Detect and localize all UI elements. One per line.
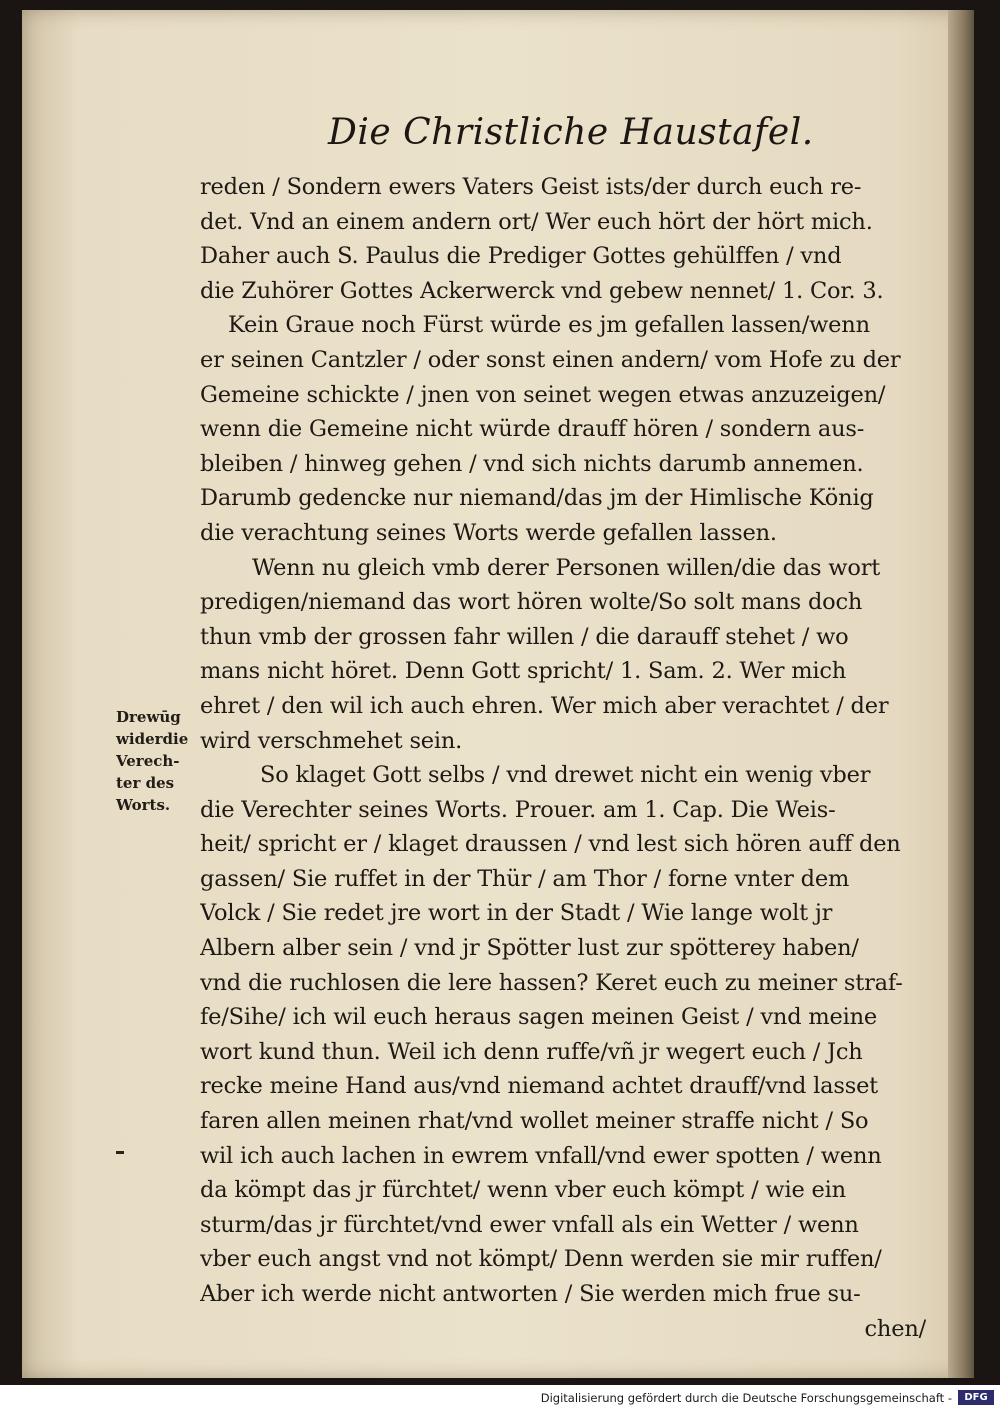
text-line: vber euch angst vnd not kömpt/ Denn werden sie mir ruffen/ [200,1246,882,1273]
text-line: faren allen meinen rhat/vnd wollet meiner straffe nicht / So [200,1108,869,1135]
text-line: wird verschmehet sein. [200,727,463,754]
text-line: wenn die Gemeine nicht würde drauff hören / sondern aus- [200,416,865,443]
text-line: Wenn nu gleich vmb derer Personen willen/die das wort [252,554,881,581]
margin-note-line: widerdie [116,730,189,748]
text-line: thun vmb der grossen fahr willen / die darauff stehet / wo [200,623,849,650]
margin-note-line: Worts. [116,796,171,814]
text-line: predigen/niemand das wort hören wolte/So solt mans doch [200,589,863,616]
body-text [200,170,926,1346]
margin-note-line: ter des [116,774,175,792]
margin-note-line: Drewūg [116,708,181,726]
text-line: Darumb gedencke nur niemand/das jm der Himlische König [200,485,874,512]
text-line: Aber ich werde nicht antworten / Sie werden mich frue su- [200,1281,861,1307]
text-line: wort kund thun. Weil ich denn ruffe/vñ jr wegert euch / Jch [200,1038,863,1065]
catchword: chen/ [864,1315,926,1342]
text-line: Gemeine schickte / jnen von seinet wegen etwas anzuzeigen/ [200,381,886,408]
text-line: er seinen Cantzler / oder sonst einen andern/ vom Hofe zu der [200,346,901,373]
text-line: det. Vnd an einem andern ort/ Wer euch hört der hört mich. [200,208,873,235]
text-line: fe/Sihe/ ich wil euch heraus sagen meinen Geist / vnd meine [200,1004,878,1031]
text-line: ehret / den wil ich auch ehren. Wer mich aber verachtet / der [200,692,889,719]
text-line: bleiben / hinweg gehen / vnd sich nichts darumb annemen. [200,450,864,477]
text-line: sturm/das jr fürchtet/vnd ewer vnfall als ein Wetter / wenn [200,1211,859,1238]
text-line: mans nicht höret. Denn Gott spricht/ 1. Sam. 2. Wer mich [200,658,847,685]
running-header: Die Christliche Haustafel. [328,112,814,153]
margin-dash-mark [116,1151,124,1154]
text-line: Volck / Sie redet jre wort in der Stadt / Wie lange wolt jr [200,900,833,927]
dfg-logo[interactable]: DFG [958,1390,994,1405]
text-line: die verachtung seines Worts werde gefallen lassen. [200,519,777,546]
text-line: So klaget Gott selbs / vnd drewet nicht ein wenig vber [260,762,871,789]
text-line: Albern alber sein / vnd jr Spötter lust zur spötterey haben/ [200,935,859,962]
text-line: vnd die ruchlosen die lere hassen? Keret euch zu meiner straf- [200,969,903,996]
text-line: wil ich auch lachen in ewrem vnfall/vnd ewer spotten / wenn [200,1142,882,1169]
footer-bar [0,1387,1000,1409]
text-line: reden / Sondern ewers Vaters Geist ists/der durch euch re- [200,174,862,200]
text-line: die Zuhörer Gottes Ackerwerck vnd gebew nennet/ 1. Cor. 3. [200,277,884,304]
margin-note-line: Verech- [116,752,180,770]
text-line: Daher auch S. Paulus die Prediger Gottes gehülffen / vnd [200,243,842,270]
text-line: gassen/ Sie ruffet in der Thür / am Thor / forne vnter dem [200,865,850,892]
text-line: recke meine Hand aus/vnd niemand achtet drauff/vnd lasset [200,1073,879,1100]
text-line: Kein Graue noch Fürst würde es jm gefallen lassen/wenn [228,312,870,339]
page-gutter [948,10,974,1378]
text-line: die Verechter seines Worts. Prouer. am 1. Cap. Die Weis- [200,796,836,823]
margin-note [116,706,212,816]
text-line: heit/ spricht er / klaget draussen / vnd lest sich hören auff den [200,831,901,858]
funding-credit: Digitalisierung gefördert durch die Deutsche Forschungsgemeinschaft - [540,1391,952,1405]
text-line: da kömpt das jr fürchtet/ wenn vber euch kömpt / wie ein [200,1177,846,1204]
